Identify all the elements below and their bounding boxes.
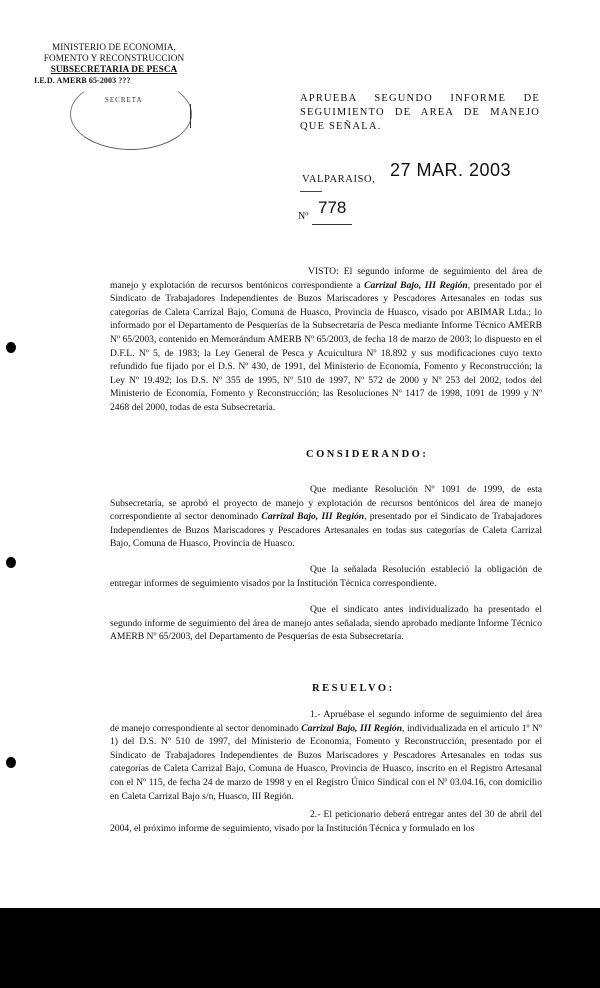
punch-hole-mark [6,342,16,353]
scan-border [0,908,600,988]
visto-text-b: , presentado por el Sindicato de Trabajadores Independientes de Buzos Mariscadores y Pescadores Artesanales en todas sus categorías de Caleta Carrizal Bajo, Comuna de Huasco, Provincia de Huasco, visado por ABIMAR Ltda.; lo informado por el Departamento de Pesquerías de la Subsecretaría de Pesca mediante Informe Técnico AMERB Nº 65/2003, contenido en Memorándum AMERB Nº 65/2003, de fecha 18 de marzo de 2003; lo dispuesto en el D.F.L. Nº 5, de 1983; la Ley General de Pesca y Acuicultura Nº 18.892 y sus modificaciones cuyo texto refundido fue fijado por el D.S. Nº 430, de 1991, del Ministerio de Economía, Fomento y Reconstrucción; la Ley Nº 19.492; los D.S. Nº 355 de 1995, Nº 510 de 1997, Nº 572 de 2000 y Nº 253 del 2002, todos del Ministerio de Economía, Fomento y Reconstrucción; las Resoluciones Nº 1417 de 1998, 1091 de 1999 y Nº 2468 del 2000, todas de esta Subsecretaría. [110,279,542,413]
official-stamp [70,78,192,150]
resuelvo-2-text: 2.- El peticionario deberá entregar antes del 30 de abril del 2004, el próximo informe de seguimiento, visado por la Institución Técnica y formulado en los [110,809,542,834]
document-subject: APRUEBA SEGUNDO INFORME DE SEGUIMIENTO DE AREA DE MANEJO QUE SEÑALA. [300,93,540,132]
ministry-line-3: SUBSECRETARIA DE PESCA [50,64,178,74]
considerando-2 [110,563,542,590]
resuelvo-1 [110,708,542,803]
ministry-line-1: MINISTERIO DE ECONOMIA, [51,42,177,52]
punch-hole-mark [6,757,16,768]
resuelvo-1-a: 1.- Apruébase el segundo informe de seguimiento del área de manejo correspondiente al sector denominado [110,709,542,734]
place-label: VALPARAISO, [302,174,376,185]
stamp-mark [190,104,191,128]
number-dash [300,191,322,192]
date-stamp: 27 MAR. 2003 [390,160,512,180]
punch-hole-mark [6,557,16,568]
visto-label: VISTO: [308,266,339,277]
resuelvo-title: RESUELVO: [312,683,395,694]
considerando-3-text: Que el sindicato antes individualizado ha presentado el segundo informe de seguimiento del área de manejo antes señalada, siendo aprobado mediante Informe Técnico AMERB Nº 65/2003, del Departamento de Pesquerías de esta Subsecretaría. [110,604,542,643]
considerando-2-text: Que la señalada Resolución estableció la obligación de entregar informes de seguimiento visados por la Institución Técnica correspondiente. [110,564,542,589]
resuelvo-1-italic: Carrizal Bajo, III Región [301,722,403,734]
considerando-title: CONSIDERANDO: [306,449,429,460]
considerando-1-a: Que mediante Resolución Nº 1091 de 1999, de esta Subsecretaría, se aprobó el proyecto de manejo y explotación de recursos bentónicos del área de manejo correspondiente al sector denominado [110,484,542,523]
resuelvo-1-b: , individualizada en el artículo 1º Nº 1) del D.S. Nº 510 de 1997, del Ministerio de Economía, Fomento y Reconstrucción, presentado por el Sindicato de Trabajadores Independientes de Buzos Mariscadores y Pescadores Artesanales en todas sus categorías de Caleta Carrizal Bajo, Comuna de Huasco, Provincia de Huasco, inscrito en el Registro Artesanal con el Nº 115, de fecha 24 de marzo de 1998 y en el Registro Único Sindical con el Nº 03.04.16, con domicilio en Caleta Carrizal Bajo s/n, Huasco, III Región. [110,722,542,802]
visto-text-a: El segundo informe de seguimiento del área de manejo y explotación de recursos bentónicos correspondiente a [110,266,542,291]
number-label: Nº [298,211,309,222]
resuelvo-2 [110,808,542,835]
considerando-1-italic: Carrizal Bajo, III Región [261,511,365,523]
number-underline [312,224,352,225]
resolution-number: 778 [318,198,347,217]
reference-code: I.E.D. AMERB 65-2003 ??? [34,76,131,85]
considerando-3 [110,603,542,644]
stamp-text: SECRETA [105,96,143,104]
visto-paragraph [110,265,542,415]
visto-italic: Carrizal Bajo, III Región [364,279,468,291]
considerando-1 [110,483,542,551]
considerando-1-b: , presentado por el Sindicato de Trabajadores Independientes de Buzos Mariscadores y Pescadores Artesanales en todas sus categorías de Caleta Carrizal Bajo, Comuna de Huasco, Provincia de Huasco. [110,511,542,550]
ministry-line-2: FOMENTO Y RECONSTRUCCION [43,53,185,63]
